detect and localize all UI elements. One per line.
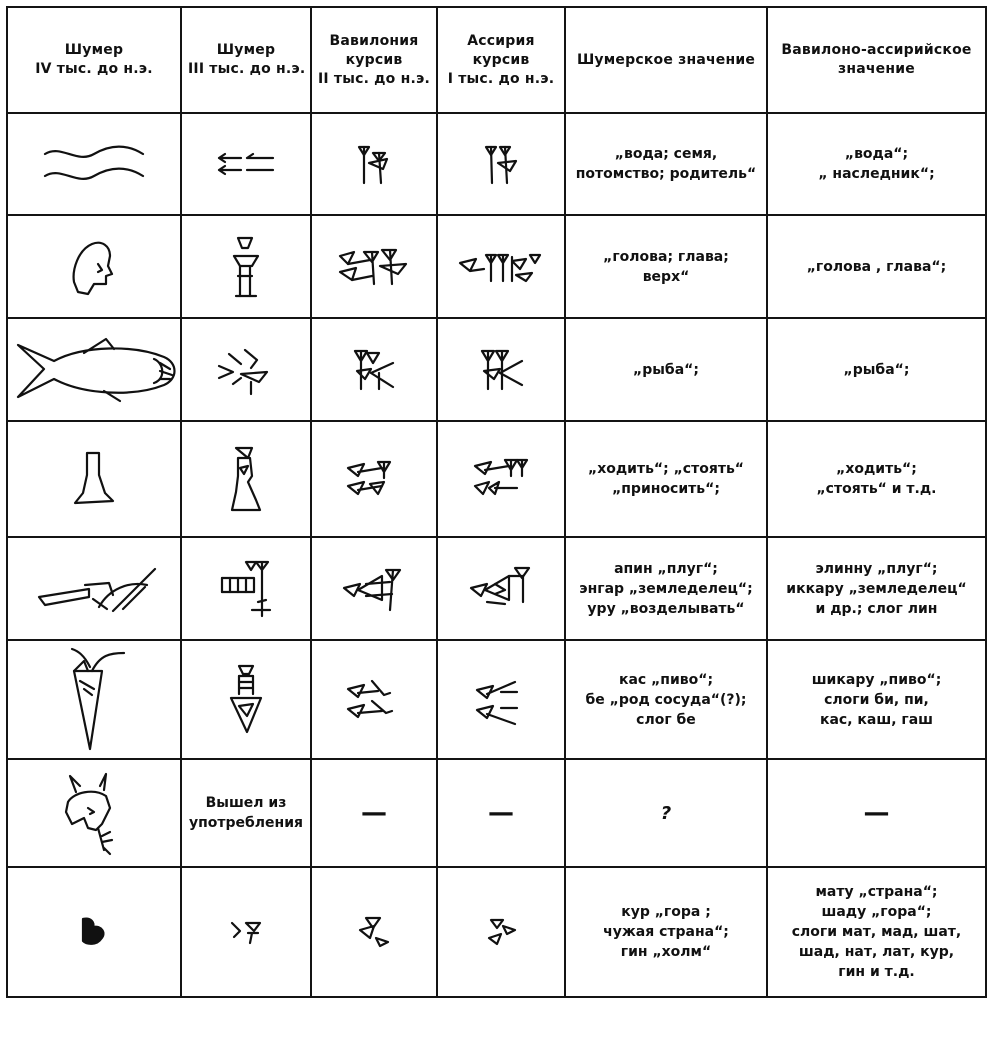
meaning-line: „рыба“; [843,361,910,378]
pictogram-water-icon [7,113,181,215]
sumerian-meaning-plough [565,537,767,640]
table-row-water [7,113,986,215]
meaning-line: „приносить“; [612,481,720,497]
meaning-line: „ходить“; [836,461,917,477]
assyrian-foot-icon [437,421,565,537]
assyrian-water-icon [437,113,565,215]
meaning-line: элинну „плуг“; [815,560,938,577]
meaning-line: кас, каш, гаш [819,711,934,728]
header-row [7,7,986,113]
header-line: II тыс. до н.э. [318,70,430,87]
assyrian-mountain-icon [437,867,565,997]
babylonian-plough-icon [311,537,437,640]
pictogram-head-icon [7,215,181,318]
babylonian-fish-icon [311,318,437,421]
assyrian-head-icon [437,215,565,318]
meaning-line: энгар „земледелец“; [579,580,753,597]
header-babylonian-assyrian-meaning [767,7,986,113]
archaic-fish-icon [181,318,311,421]
meaning-line: бе „род сосуда“(?); [585,691,747,708]
babylonian-meaning-plough [767,537,986,640]
sumerian-meaning-head [565,215,767,318]
babylonian-beer-jar-icon [311,640,437,759]
header-line: Ассирия [467,32,535,49]
babylonian-meaning-foot [767,421,986,537]
assyrian-dash: — [437,759,565,867]
babylonian-mountain-icon [311,867,437,997]
header-line: значение [838,61,915,77]
meaning-line: слог бе [636,711,696,728]
babylonian-meaning-mountain [767,867,986,997]
babylonian-dash: — [311,759,437,867]
meaning-line: гин и т.д. [838,964,915,980]
archaic-plough-icon [181,537,311,640]
babylonian-water-icon [311,113,437,215]
header-line: Вавилония [329,32,419,49]
meaning-line: „стоять“ и т.д. [816,481,937,497]
meaning-line: слоги би, пи, [824,691,929,708]
meaning-line: мату „страна“; [815,884,938,900]
meaning-line: гин „холм“ [620,944,712,960]
header-line: IV тыс. до н.э. [35,61,153,77]
sumerian-meaning-fish [565,318,767,421]
babylonian-meaning-water [767,113,986,215]
header-line: Шумер [216,42,276,58]
meaning-line: „голова , глава“; [806,258,947,275]
babylonian-meaning-head [767,215,986,318]
meaning-line: и др.; слог лин [815,600,938,617]
header-babylonia-cursive [311,7,437,113]
header-line: курсив [472,51,530,68]
meaning-line: „рыба“; [633,361,699,378]
header-line: III тыс. до н.э. [188,61,306,77]
assyrian-beer-jar-icon [437,640,565,759]
meaning-line: уру „возделывать“ [587,600,745,617]
table-row-mountain [7,867,986,997]
table-row-ox-head [7,759,986,867]
babylonian-foot-icon [311,421,437,537]
meaning-line: чужая страна“; [603,924,729,940]
archaic-beer-jar-icon [181,640,311,759]
header-sumer-4th-millennium [7,7,181,113]
meaning-line: шикару „пиво“; [811,671,942,688]
assyrian-plough-icon [437,537,565,640]
pictogram-ox-head-icon [7,759,181,867]
header-line: Вавилоно-ассирийское [781,42,972,58]
meaning-line: апин „плуг“; [614,560,718,577]
babylonian-meaning-fish [767,318,986,421]
archaic-water-icon [181,113,311,215]
header-line: курсив [345,51,403,68]
cuneiform-sign-table [6,6,987,998]
pictogram-mountain-icon [7,867,181,997]
sumerian-meaning-unknown: ? [565,759,767,867]
note-line: Вышел из [205,795,287,811]
pictogram-plough-icon [7,537,181,640]
sumerian-meaning-beer [565,640,767,759]
header-assyria-cursive [437,7,565,113]
meaning-line: „ходить“; „стоять“ [588,461,744,477]
meaning-line: „ наследник“; [818,166,935,182]
sumerian-meaning-mountain [565,867,767,997]
meaning-line: шад, нат, лат, кур, [798,944,955,960]
meaning-line: иккару „земледелец“ [786,580,967,597]
meaning-line: слоги мат, мад, шат, [791,924,962,940]
babylonian-meaning-dash: — [767,759,986,867]
archaic-head-icon [181,215,311,318]
archaic-mountain-icon [181,867,311,997]
meaning-line: „голова; глава; [603,248,729,265]
header-line: Шумер [64,42,124,58]
pictogram-beer-jar-icon [7,640,181,759]
babylonian-head-icon [311,215,437,318]
sumerian-meaning-water [565,113,767,215]
pictogram-foot-icon [7,421,181,537]
meaning-line: потомство; родитель“ [575,166,757,182]
assyrian-fish-icon [437,318,565,421]
header-line: Шумерское значение [576,51,756,68]
header-sumer-3rd-millennium [181,7,311,113]
meaning-line: „вода; семя, [614,146,718,162]
table-row-plough [7,537,986,640]
header-line: I тыс. до н.э. [447,70,555,87]
note-line: употребления [188,815,304,831]
table-row-fish [7,318,986,421]
meaning-line: „вода“; [844,146,909,162]
archaic-foot-icon [181,421,311,537]
meaning-line: верх“ [642,268,690,285]
pictogram-fish-icon [7,318,181,421]
meaning-line: кас „пиво“; [618,671,714,688]
meaning-line: шаду „гора“; [821,904,932,920]
out-of-use-note [181,759,311,867]
table-row-foot [7,421,986,537]
meaning-line: кур „гора ; [621,904,711,920]
sumerian-meaning-foot [565,421,767,537]
header-sumerian-meaning [565,7,767,113]
table-row-beer [7,640,986,759]
babylonian-meaning-beer [767,640,986,759]
table-row-head [7,215,986,318]
